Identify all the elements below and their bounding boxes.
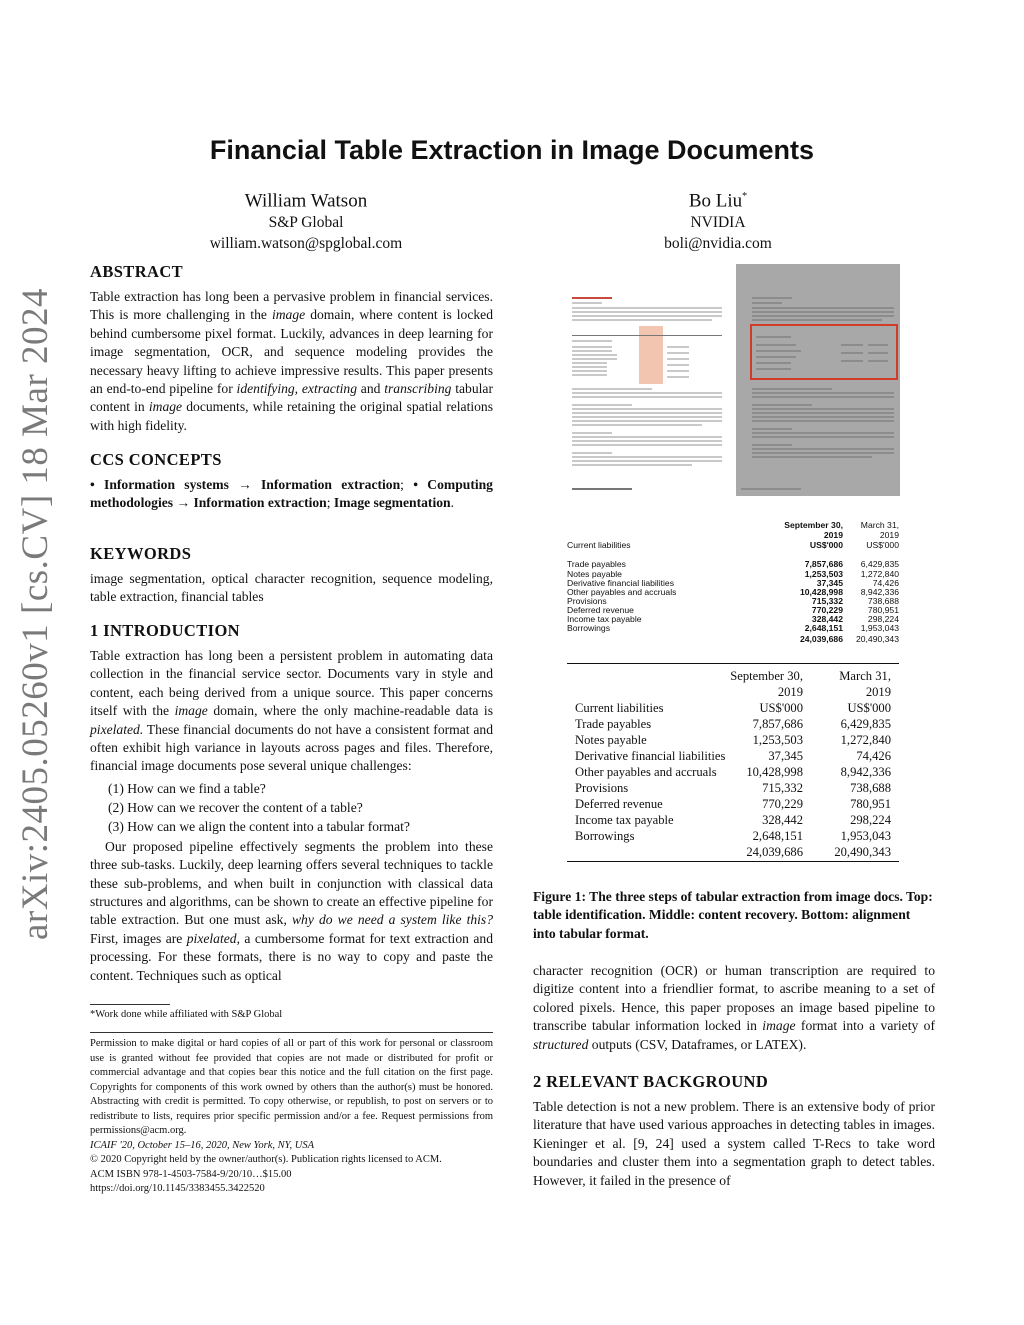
background-paragraph: Table detection is not a new problem. There is an extensive body of prior literature that have used various approaches in detecting tables in images. Kieninger et al. [9, 24] used a system called T-Recs to take word boundaries and cluster them into a segmentation graph to detect tables. However, it failed in the presence of [533, 1099, 935, 1188]
keywords-section [90, 544, 493, 607]
table-total-row: 24,039,686 20,490,343 [799, 634, 899, 644]
crop-section-label: Current liabilities [567, 540, 631, 550]
crop-header-col1: September 30, [784, 520, 843, 530]
table-top-rule [567, 663, 899, 664]
intro-paragraph-1: Table extraction has long been a persistent problem in automating data collection in the financial service sector. Documents vary in style and content, each being derived from a unique source. This paper concerns itself with the image domain, where the only machine-readable data is pixelated. These financial documents do not have a consistent format and often exhibit high variance in layouts across pages and files. Therefore, financial image documents pose several unique challenges: [90, 648, 493, 774]
introduction-section [90, 621, 493, 985]
list-item: (2) How can we recover the content of a table? [108, 799, 363, 815]
table-row: Income tax payable 328,442 298,224 [575, 813, 891, 827]
permission-rule [90, 1032, 493, 1033]
crop-header-col2: March 31, [860, 520, 899, 530]
table-row: Other payables and accruals 10,428,998 8,942,336 [575, 765, 891, 779]
table-row: Provisions 715,332 738,688 [567, 596, 899, 606]
abstract-text: Table extraction has long been a pervasive problem in financial services. This is more challenging in the image domain, where content is locked behind cumbersome pixel format. Luckily, advances in deep learning for image segmentation, OCR, and sequence modeling provides the necessary heavy lifting to achieve impressive results. This paper presents an end-to-end pipeline for identifying, extracting and transcribing tabular content in image documents, while retaining the original spatial relations with high fidelity. [90, 289, 494, 433]
table-total-row: 24,039,686 20,490,343 [746, 845, 891, 859]
figure-caption [533, 888, 935, 943]
introduction-heading: 1 INTRODUCTION [90, 621, 240, 640]
right-column-text [533, 962, 935, 1054]
question-list [108, 779, 493, 836]
table-year-col2: 2019 [865, 685, 891, 699]
keywords-text: image segmentation, optical character recognition, sequence modeling, table extraction, financial tables [90, 571, 493, 605]
keywords-heading: KEYWORDS [90, 544, 192, 563]
cropped-table-image [567, 518, 899, 644]
author-block-2 [558, 186, 878, 254]
background-section [533, 1072, 935, 1190]
ccs-heading: CCS CONCEPTS [90, 450, 222, 469]
list-item: (3) How can we align the content into a tabular format? [108, 818, 410, 834]
table-row: Derivative financial liabilities 37,345 74,426 [575, 749, 891, 763]
figure-caption-text: Figure 1: The three steps of tabular extraction from image docs. Top: table identification. Middle: content recovery. Bottom: alignment into tabular format. [533, 889, 933, 941]
table-year-col1: 2019 [777, 685, 803, 699]
author-block-1 [146, 186, 466, 254]
table-header-col1: September 30, [730, 669, 803, 683]
table-bottom-rule [567, 861, 899, 862]
permission-block [90, 1032, 493, 1197]
paper-title: Financial Table Extraction in Image Documents [209, 135, 815, 165]
footnote-text: *Work done while affiliated with S&P Global [90, 1009, 283, 1020]
crop-unit-col1: US$'000 [809, 540, 843, 550]
isbn-line: ACM ISBN 978-1-4503-7584-9/20/10…$15.00 [90, 1168, 292, 1180]
author-affiliation: S&P Global [268, 214, 344, 232]
table-header-col2: March 31, [839, 669, 891, 683]
document-thumbnail-original [567, 264, 731, 496]
footnote-block [90, 1004, 493, 1023]
ccs-section [90, 450, 493, 513]
aligned-table [567, 663, 899, 863]
crop-unit-col2: US$'000 [866, 540, 899, 550]
table-row: Trade payables 7,857,686 6,429,835 [567, 559, 899, 569]
abstract-heading: ABSTRACT [90, 262, 184, 281]
table-row: Borrowings 2,648,151 1,953,043 [575, 829, 891, 843]
conference-line: ICAIF '20, October 15–16, 2020, New York, NY, USA [90, 1139, 315, 1151]
table-section-label: Current liabilities [575, 701, 664, 715]
table-row: Provisions 715,332 738,688 [575, 781, 891, 795]
table-row: Deferred revenue 770,229 780,951 [575, 797, 891, 811]
table-row: Borrowings 2,648,151 1,953,043 [567, 623, 899, 633]
author-name: Bo Liu [688, 190, 743, 212]
author-affiliation: NVIDIA [690, 214, 746, 232]
crop-year-col1: 2019 [823, 530, 843, 540]
table-row: Trade payables 7,857,686 6,429,835 [575, 717, 891, 731]
permission-text: Permission to make digital or hard copies of all or part of this work for personal or classroom use is granted without fee provided that copies are not made or distributed for profit or commercial advantage and that copies bear this notice and the full citation on the first page. Copyrights for components of this work owned by others than the author(s) must be honored. Abstracting with credit is permitted. To copy otherwise, or republish, to post on servers or to redistribute to lists, requires prior specific permission and/or a fee. Request permissions from permissions@acm.org. [90, 1038, 493, 1136]
arxiv-stamp: arXiv:2405.05260v1 [cs.CV] 18 Mar 2024 [15, 287, 56, 940]
list-item: (1) How can we find a table? [108, 780, 266, 796]
document-thumbnail-detected [736, 264, 900, 496]
abstract-section [90, 262, 493, 435]
copyright-line: © 2020 Copyright held by the owner/author(s). Publication rights licensed to ACM. [90, 1154, 442, 1165]
table-unit-col2: US$'000 [847, 701, 891, 715]
doi-link[interactable]: https://doi.org/10.1145/3383455.3422520 [90, 1183, 265, 1194]
author-name: William Watson [244, 190, 368, 212]
table-row: Derivative financial liabilities 37,345 74,426 [567, 578, 899, 588]
crop-year-col2: 2019 [879, 530, 899, 540]
table-row: Deferred revenue 770,229 780,951 [567, 605, 899, 615]
table-row: Income tax payable 328,442 298,224 [567, 614, 899, 624]
table-row: Notes payable 1,253,503 1,272,840 [567, 569, 899, 579]
author-footnote-mark: * [742, 191, 748, 202]
continuation-paragraph: character recognition (OCR) or human transcription are required to digitize content into a friendlier format, to ascribe meaning to a set of colored pixels. Hence, this paper proposes an image based pipeline to transcribe tabular information locked in image format into a variety of structured outputs (CSV, Dataframes, or LATEX). [533, 963, 935, 1052]
footnote-rule [90, 1004, 170, 1005]
table-row: Other payables and accruals 10,428,998 8,942,336 [567, 587, 899, 597]
author-email: boli@nvidia.com [664, 235, 772, 253]
table-unit-col1: US$'000 [759, 701, 803, 715]
author-email: william.watson@spglobal.com [209, 235, 403, 253]
background-heading: 2 RELEVANT BACKGROUND [533, 1072, 769, 1091]
table-row: Notes payable 1,253,503 1,272,840 [575, 733, 891, 747]
intro-paragraph-2: Our proposed pipeline effectively segments the problem into these three sub-tasks. Luckily, deep learning offers several techniques to tackle these sub-problems, and when built in conjunction with classical data structures and algorithms, can be shown to create an effective pipeline for table extraction. But one must ask, why do we need a system like this? First, images are pixelated, a cumbersome format for text extraction and processing. For these formats, there is no way to copy and paste the content. Techniques such as optical [90, 838, 494, 983]
ccs-text: • Information systems → Information extraction; • Computing methodologies → Information extraction; Image segmentation. [90, 477, 493, 511]
